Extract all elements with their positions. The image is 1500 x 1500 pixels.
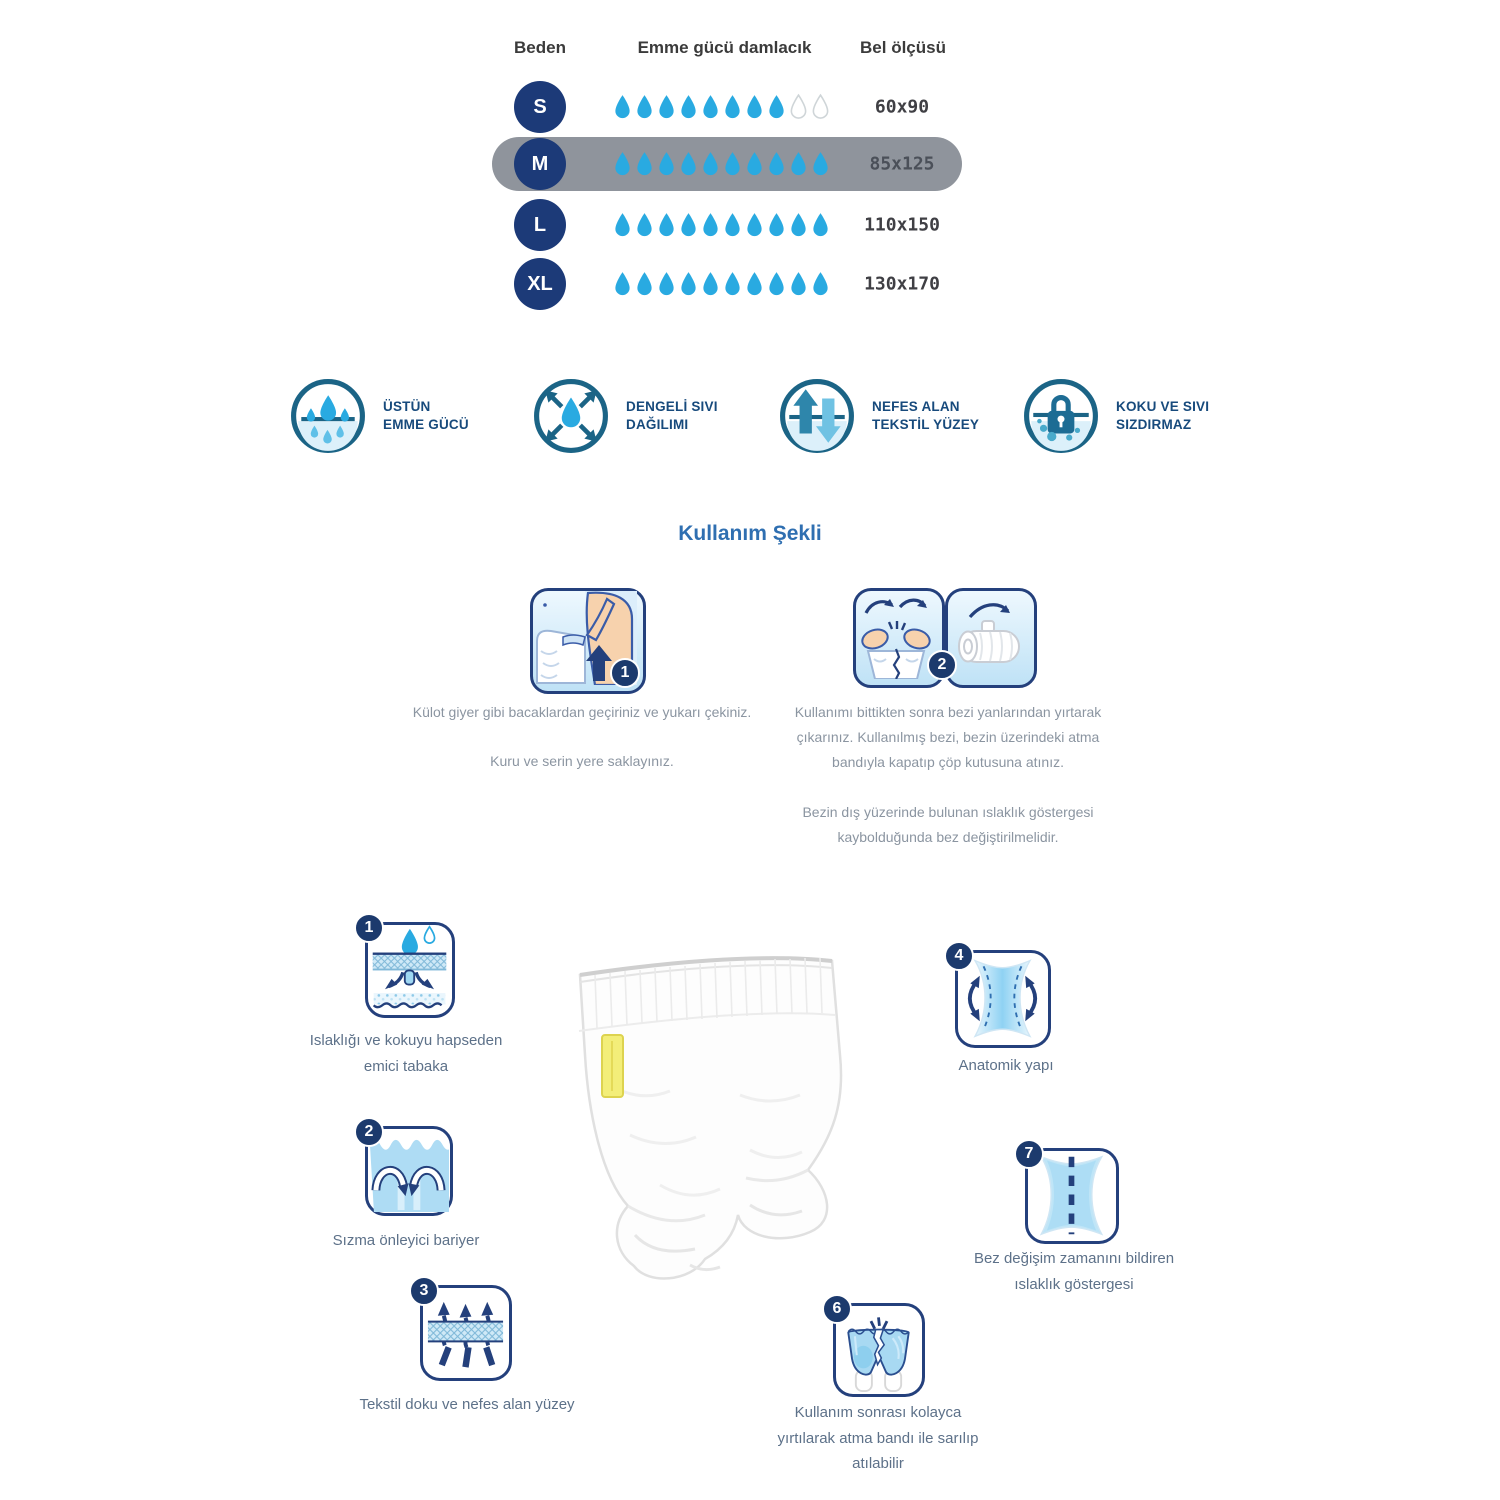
callout1-label: Islaklığı ve kokuyu hapseden emici tabaka (309, 1032, 503, 1075)
size-badge-xl: XL (514, 258, 566, 310)
callout3-breathable-textile-icon (419, 1282, 512, 1381)
callout1-absorbent-layer-icon (364, 919, 455, 1018)
size-badge-l: L (514, 199, 566, 251)
feature-absorbency (290, 378, 469, 454)
step-number-badge: 1 (610, 658, 640, 688)
feature-label: ÜSTÜN EMME GÜCÜ (383, 398, 469, 432)
step1-instructions (412, 700, 752, 798)
instruction-paragraph: Kullanımı bittikten sonra bezi yanlarından yırtarak çıkarınız. Kullanılmış bezi, bezin üzerindeki atma bandıyla kapatıp çöp kutusuna atınız. (794, 704, 1102, 771)
feature-label: DENGELİ SIVI DAĞILIMI (626, 398, 718, 432)
instruction-paragraph: Kuru ve serin yere saklayınız. (490, 753, 674, 770)
callout7-wetness-indicator-icon (1024, 1145, 1119, 1244)
size-column-header: Beden (514, 38, 566, 57)
size-table (492, 30, 962, 320)
droplet-rating (613, 212, 830, 239)
step2-instructions (782, 700, 1114, 874)
callout6-tear-disposal-icon (832, 1300, 925, 1397)
callout-number-badge: 1 (354, 913, 384, 943)
size-row-xl[interactable] (492, 257, 962, 311)
callout-number-badge: 6 (822, 1294, 852, 1324)
callout2-leak-barrier-icon (364, 1123, 453, 1216)
callout-number-badge: 3 (409, 1276, 439, 1306)
instruction-paragraph: Külot giyer gibi bacaklardan geçiriniz ve yukarı çekiniz. (412, 704, 752, 720)
feature-distribution (533, 378, 718, 454)
waist-column-header: Bel ölçüsü (860, 38, 946, 57)
callout7-label: Bez değişim zamanını bildiren ıslaklık göstergesi (973, 1250, 1175, 1293)
droplet-rating (613, 151, 830, 178)
distribution-icon (533, 378, 609, 454)
callout2-label: Sızma önleyici bariyer (332, 1232, 480, 1249)
absorbency-column-header: Emme gücü damlacık (637, 38, 812, 57)
instruction-paragraph: Bezin dış yüzerinde bulunan ıslaklık göstergesi kaybolduğunda bez değiştirilmelidir. (802, 803, 1094, 845)
absorbency-icon (290, 378, 366, 454)
product-photo-diaper-pants (540, 935, 870, 1300)
size-row-m-selected[interactable] (492, 137, 962, 191)
size-row-l[interactable] (492, 198, 962, 252)
usage-section-title: Kullanım Şekli (678, 522, 822, 545)
droplet-rating (613, 271, 830, 298)
waist-size-value: 85x125 (869, 153, 935, 175)
waist-size-value: 130x170 (864, 273, 940, 295)
size-row-s[interactable] (492, 80, 962, 134)
callout4-anatomic-shape-icon (954, 947, 1051, 1048)
feature-label: KOKU VE SIVI SIZDIRMAZ (1116, 398, 1210, 432)
callout-number-badge: 4 (944, 941, 974, 971)
size-badge-m: M (514, 138, 566, 190)
waist-size-value: 60x90 (874, 96, 930, 118)
size-badge-s: S (514, 81, 566, 133)
callout-number-badge: 2 (354, 1117, 384, 1147)
feature-odor-lock (1023, 378, 1209, 454)
odor-lock-icon (1023, 378, 1099, 454)
usage-step2-illustration (853, 588, 1033, 684)
callout3-label: Tekstil doku ve nefes alan yüzey (359, 1396, 575, 1413)
droplet-rating (613, 94, 830, 121)
waist-size-value: 110x150 (864, 214, 940, 236)
feature-breathable (779, 378, 979, 454)
feature-label: NEFES ALAN TEKSTİL YÜZEY (872, 398, 980, 432)
breathable-icon (779, 378, 855, 454)
step-number-badge: 2 (927, 650, 957, 680)
rolled-diaper-icon (945, 588, 1037, 688)
callout6-label: Kullanım sonrası kolayca yırtılarak atma bandı ile sarılıp atılabilir (777, 1404, 979, 1472)
callout4-label: Anatomik yapı (958, 1057, 1054, 1074)
callout-number-badge: 7 (1014, 1139, 1044, 1169)
usage-step1-illustration (530, 588, 646, 694)
